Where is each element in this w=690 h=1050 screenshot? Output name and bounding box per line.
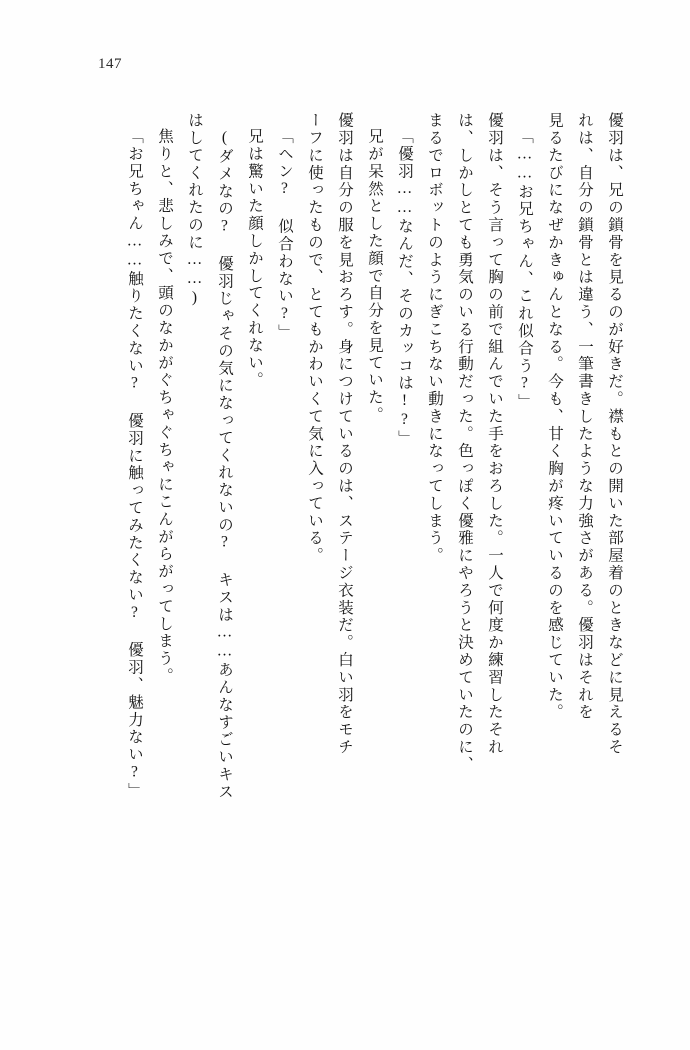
text-line: れは、自分の鎖骨とは違う、一筆書きしたような力強さがある。優羽はそれを (576, 112, 593, 721)
page-number: 147 (98, 56, 122, 72)
text-line: 優羽は自分の服を見おろす。身につけているのは、ステージ衣装だ。白い羽をモチ (336, 112, 353, 756)
text-line: 兄が呆然とした顔で自分を見ていた。 (366, 128, 383, 424)
text-line: 「……お兄ちゃん、これ似合う?」 (516, 128, 533, 411)
text-line: は、しかしとても勇気のいる行動だった。色っぽく優雅にやろうと決めていたのに、 (456, 112, 473, 774)
text-line: 優羽は、兄の鎖骨を見るのが好きだ。襟もとの開いた部屋着のときなどに見えるそ (606, 112, 623, 756)
text-line: 「お兄ちゃん……触りたくない? 優羽に触ってみたくない? 優羽、魅力ない?」 (126, 128, 143, 800)
text-line: 「優羽……なんだ、そのカッコは!?」 (396, 128, 413, 448)
text-line: (ダメなの? 優羽じゃその気になってくれないの? キスは……あんなすごいキス (216, 129, 233, 801)
body-text-block (62, 112, 622, 970)
text-line: はしてくれたのに……) (186, 112, 203, 308)
text-line: 見るたびになぜかきゅんとなる。今も、甘く胸が疼いているのを感じていた。 (546, 112, 563, 721)
text-line: まるでロボットのようにぎこちない動きになってしまう。 (426, 112, 443, 565)
text-line: 優羽は、そう言って胸の前で組んでいた手をおろした。一人で何度か練習したそれ (486, 112, 503, 756)
text-line: 兄は驚いた顔しかしてくれない。 (246, 128, 263, 389)
text-line: ーフに使ったもので、とてもかわいくて気に入っている。 (306, 112, 323, 565)
text-line: 焦りと、悲しみで、頭のなかがぐちゃぐちゃにこんがらがってしまう。 (156, 128, 173, 685)
text-line: 「ヘン? 似合わない?」 (276, 128, 293, 342)
